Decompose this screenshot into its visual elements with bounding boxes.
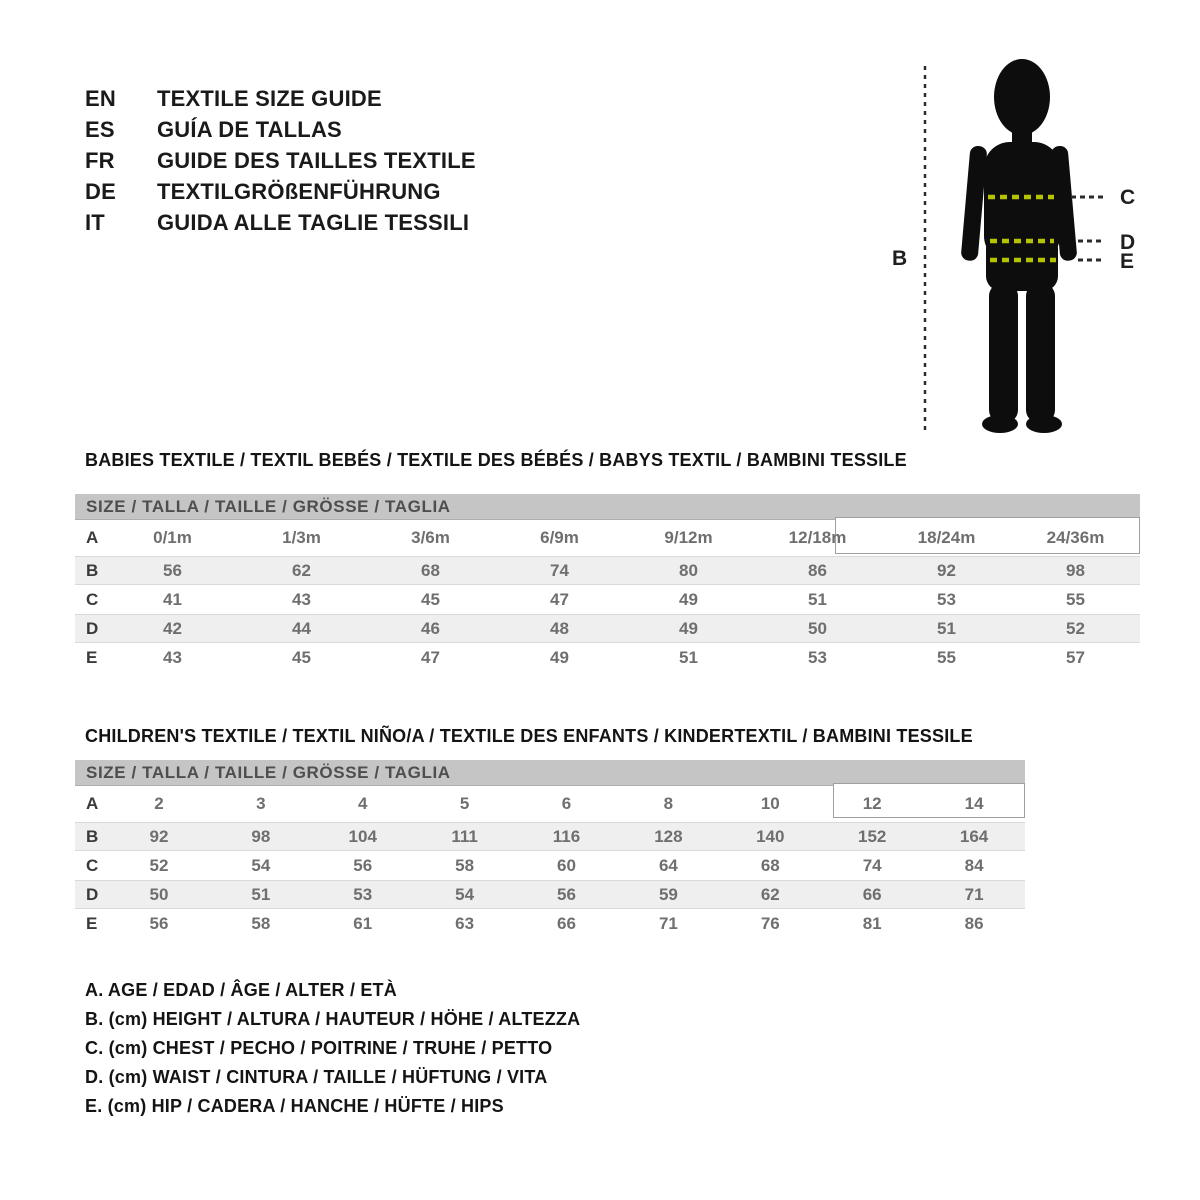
size-cell: 152 bbox=[857, 827, 887, 846]
size-cell: 51 bbox=[251, 885, 271, 904]
legend-line-age: A. AGE / EDAD / ÂGE / ALTER / ETÀ bbox=[85, 980, 397, 1000]
row-label: C bbox=[86, 856, 99, 875]
size-cell: 140 bbox=[756, 827, 785, 846]
chest-label: C bbox=[1120, 186, 1136, 209]
size-cell: 55 bbox=[1066, 590, 1085, 609]
size-cell: 48 bbox=[550, 619, 569, 638]
legend-line-chest: C. (cm) CHEST / PECHO / POITRINE / TRUHE / PETTO bbox=[85, 1038, 553, 1058]
table-row-b bbox=[75, 822, 1025, 851]
lang-row-it bbox=[85, 207, 476, 238]
table-row-d bbox=[75, 614, 1140, 643]
lang-row-fr bbox=[85, 145, 476, 176]
size-cell: 58 bbox=[251, 914, 271, 933]
lang-code: ES bbox=[85, 117, 115, 142]
legend-line-height: B. (cm) HEIGHT / ALTURA / HAUTEUR / HÖHE / ALTEZZA bbox=[85, 1009, 581, 1029]
size-cell: 63 bbox=[455, 914, 475, 933]
table-row-e bbox=[75, 643, 1140, 672]
size-cell: 84 bbox=[964, 856, 984, 875]
lang-title: GUÍA DE TALLAS bbox=[157, 117, 342, 142]
size-cell: 51 bbox=[679, 648, 698, 667]
size-cell: 81 bbox=[862, 914, 882, 933]
lang-code: EN bbox=[85, 86, 116, 111]
babies-table-rows bbox=[75, 520, 1140, 672]
table-row-a bbox=[75, 520, 1140, 556]
size-cell: 68 bbox=[421, 561, 440, 580]
legend-line-hip: E. (cm) HIP / CADERA / HANCHE / HÜFTE / HIPS bbox=[85, 1096, 504, 1116]
size-cell: 76 bbox=[760, 914, 780, 933]
child-silhouette bbox=[961, 59, 1078, 433]
size-table-header: SIZE / TALLA / TAILLE / GRÖSSE / TAGLIA bbox=[75, 760, 1025, 786]
size-cell: 4 bbox=[357, 794, 368, 813]
lang-row-es bbox=[85, 114, 476, 145]
size-cell: 50 bbox=[149, 885, 169, 904]
measurement-legend bbox=[85, 976, 580, 1121]
size-cell: 6/9m bbox=[540, 528, 579, 547]
size-cell: 51 bbox=[808, 590, 827, 609]
size-cell: 14 bbox=[964, 794, 984, 813]
lang-title: GUIDA ALLE TAGLIE TESSILI bbox=[157, 210, 470, 235]
size-cell: 49 bbox=[679, 619, 698, 638]
size-cell: 49 bbox=[550, 648, 569, 667]
size-cell: 58 bbox=[455, 856, 475, 875]
size-cell: 46 bbox=[421, 619, 440, 638]
size-cell: 9/12m bbox=[664, 528, 713, 547]
size-cell: 111 bbox=[451, 827, 478, 846]
table-row-e bbox=[75, 909, 1025, 938]
size-cell: 56 bbox=[557, 885, 576, 904]
lang-title: TEXTILGRÖßENFÜHRUNG bbox=[157, 179, 441, 204]
size-cell: 74 bbox=[550, 561, 569, 580]
measurement-figure bbox=[878, 48, 1150, 448]
size-cell: 98 bbox=[251, 827, 271, 846]
table-row-b bbox=[75, 556, 1140, 585]
size-cell: 44 bbox=[292, 619, 311, 638]
size-cell: 62 bbox=[760, 885, 780, 904]
size-cell: 104 bbox=[348, 827, 377, 846]
row-label: E bbox=[86, 648, 98, 667]
size-cell: 71 bbox=[964, 885, 984, 904]
size-cell: 128 bbox=[654, 827, 683, 846]
size-cell: 164 bbox=[959, 827, 989, 846]
row-label: D bbox=[86, 619, 99, 638]
waist-label: D bbox=[1120, 231, 1136, 254]
row-label: A bbox=[86, 794, 99, 813]
size-cell: 24/36m bbox=[1046, 528, 1105, 547]
babies-section-title: BABIES TEXTILE / TEXTIL BEBÉS / TEXTILE DES BÉBÉS / BABYS TEXTIL / BAMBINI TESSILE bbox=[85, 450, 907, 470]
lang-code: FR bbox=[85, 148, 115, 173]
size-cell: 43 bbox=[292, 590, 311, 609]
size-cell: 80 bbox=[679, 561, 698, 580]
size-cell: 54 bbox=[455, 885, 475, 904]
hip-label: E bbox=[1120, 250, 1135, 273]
size-cell: 53 bbox=[353, 885, 373, 904]
lang-row-en bbox=[85, 83, 476, 114]
language-title-list bbox=[85, 83, 476, 238]
row-label: A bbox=[86, 528, 99, 547]
lang-code: IT bbox=[85, 210, 105, 235]
size-cell: 52 bbox=[149, 856, 169, 875]
size-cell: 2 bbox=[154, 794, 164, 813]
size-cell: 10 bbox=[760, 794, 780, 813]
child-silhouette-diagram bbox=[878, 48, 1150, 448]
size-cell: 56 bbox=[149, 914, 169, 933]
size-cell: 66 bbox=[557, 914, 576, 933]
size-cell: 3 bbox=[256, 794, 266, 813]
size-cell: 43 bbox=[163, 648, 182, 667]
size-cell: 52 bbox=[1066, 619, 1085, 638]
size-cell: 68 bbox=[760, 856, 780, 875]
size-cell: 92 bbox=[149, 827, 169, 846]
size-cell: 116 bbox=[552, 827, 581, 846]
size-cell: 56 bbox=[353, 856, 373, 875]
row-label: E bbox=[86, 914, 98, 933]
size-cell: 1/3m bbox=[282, 528, 321, 547]
size-cell: 45 bbox=[292, 648, 311, 667]
size-cell: 47 bbox=[550, 590, 569, 609]
size-cell: 47 bbox=[421, 648, 440, 667]
size-cell: 41 bbox=[163, 590, 182, 609]
size-cell: 54 bbox=[251, 856, 271, 875]
babies-size-table bbox=[75, 494, 1140, 672]
legend-line-waist: D. (cm) WAIST / CINTURA / TAILLE / HÜFTUNG / VITA bbox=[85, 1067, 548, 1087]
size-cell: 12 bbox=[862, 794, 882, 813]
table-row-c bbox=[75, 585, 1140, 614]
size-cell: 59 bbox=[658, 885, 678, 904]
size-cell: 74 bbox=[862, 856, 882, 875]
size-cell: 56 bbox=[163, 561, 182, 580]
size-cell: 45 bbox=[421, 590, 440, 609]
lang-title: GUIDE DES TAILLES TEXTILE bbox=[157, 148, 476, 173]
size-cell: 42 bbox=[163, 619, 182, 638]
size-cell: 57 bbox=[1066, 648, 1085, 667]
size-cell: 53 bbox=[937, 590, 956, 609]
size-cell: 62 bbox=[292, 561, 311, 580]
lang-title: TEXTILE SIZE GUIDE bbox=[157, 86, 382, 111]
size-cell: 0/1m bbox=[153, 528, 192, 547]
size-cell: 50 bbox=[808, 619, 827, 638]
size-cell: 71 bbox=[658, 914, 678, 933]
size-cell: 6 bbox=[561, 794, 572, 813]
children-table-rows bbox=[75, 786, 1025, 938]
size-cell: 5 bbox=[459, 794, 470, 813]
size-cell: 55 bbox=[937, 648, 956, 667]
lang-row-de bbox=[85, 176, 476, 207]
table-row-a bbox=[75, 786, 1025, 822]
size-cell: 3/6m bbox=[411, 528, 450, 547]
size-cell: 12/18m bbox=[788, 528, 847, 547]
size-cell: 64 bbox=[658, 856, 678, 875]
size-cell: 8 bbox=[663, 794, 674, 813]
children-section-title: CHILDREN'S TEXTILE / TEXTIL NIÑO/A / TEXTILE DES ENFANTS / KINDERTEXTIL / BAMBINI TESSILE bbox=[85, 726, 973, 746]
size-cell: 86 bbox=[964, 914, 984, 933]
size-table-header: SIZE / TALLA / TAILLE / GRÖSSE / TAGLIA bbox=[75, 494, 1140, 520]
table-row-d bbox=[75, 880, 1025, 909]
lang-code: DE bbox=[85, 179, 116, 204]
size-cell: 66 bbox=[862, 885, 882, 904]
size-cell: 61 bbox=[353, 914, 373, 933]
size-cell: 86 bbox=[808, 561, 827, 580]
row-label: B bbox=[86, 827, 99, 846]
height-label: B bbox=[892, 247, 908, 270]
table-row-c bbox=[75, 851, 1025, 880]
size-cell: 60 bbox=[557, 856, 576, 875]
size-cell: 51 bbox=[937, 619, 956, 638]
row-label: D bbox=[86, 885, 99, 904]
size-cell: 98 bbox=[1066, 561, 1085, 580]
size-cell: 92 bbox=[937, 561, 956, 580]
size-cell: 53 bbox=[808, 648, 827, 667]
row-label: C bbox=[86, 590, 99, 609]
size-cell: 49 bbox=[679, 590, 698, 609]
row-label: B bbox=[86, 561, 99, 580]
size-cell: 18/24m bbox=[917, 528, 976, 547]
children-size-table bbox=[75, 760, 1025, 938]
